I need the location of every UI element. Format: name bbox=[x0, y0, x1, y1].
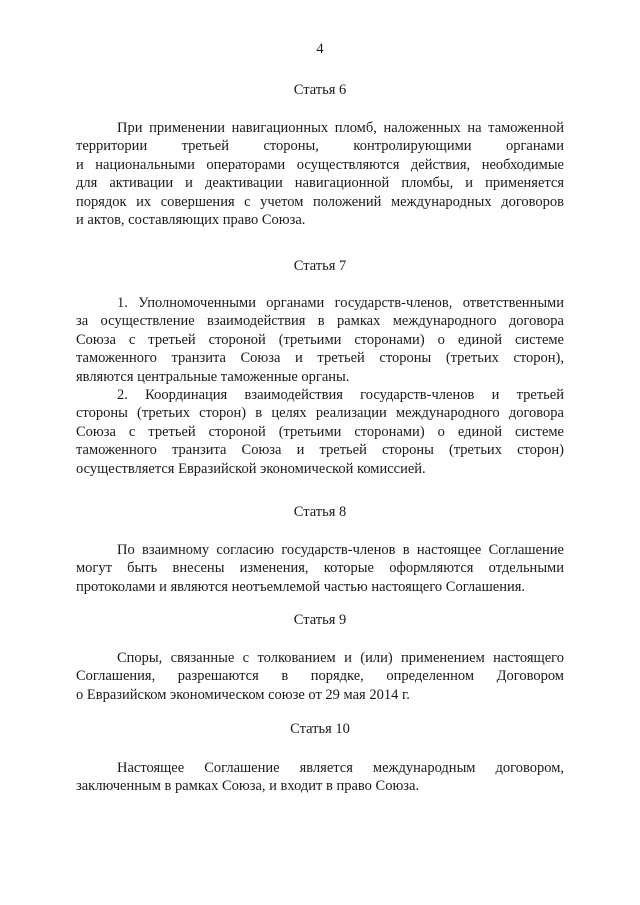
text-line: за осуществление взаимодействия в рамках международного договора bbox=[76, 313, 564, 330]
article-10-paragraph-1 bbox=[76, 759, 564, 796]
article-9-heading: Статья 9 bbox=[293, 612, 347, 628]
text-line: 2. Координация взаимодействия государств-членов и третьей bbox=[117, 387, 564, 403]
text-line: таможенного транзита Союза и третьей стороны (третьих сторон) bbox=[76, 442, 564, 459]
text-line: и национальными операторами осуществляются действия, необходимые bbox=[76, 156, 564, 173]
text-line: 1. Уполномоченными органами государств-членов, ответственными bbox=[117, 295, 564, 311]
text-line: заключенным в рамках Союза, и входит в право Союза. bbox=[76, 778, 420, 795]
article-10-heading: Статья 10 bbox=[290, 721, 350, 737]
text-line: При применении навигационных пломб, наложенных на таможенной bbox=[117, 120, 564, 136]
text-line: Соглашения, разрешаются в порядке, определенном Договором bbox=[76, 668, 564, 685]
article-6-paragraph-1 bbox=[76, 119, 564, 229]
text-line: являются центральные таможенные органы. bbox=[76, 368, 350, 385]
text-line: Союза с третьей стороной (третьими сторонами) о единой системе bbox=[76, 331, 564, 348]
text-line: таможенного транзита Союза и третьей стороны (третьих сторон), bbox=[76, 350, 564, 367]
text-line: стороны (третьих сторон) в целях реализации международного договора bbox=[76, 405, 564, 422]
text-line: По взаимному согласию государств-членов в настоящее Соглашение bbox=[117, 542, 564, 558]
text-line: протоколами и являются неотъемлемой частью настоящего Соглашения. bbox=[76, 578, 526, 595]
text-line: Настоящее Соглашение является международным договором, bbox=[117, 760, 564, 776]
article-6-heading: Статья 6 bbox=[293, 82, 347, 98]
text-line: территории третьей стороны, контролирующими органами bbox=[76, 138, 564, 155]
text-line: о Евразийском экономическом союзе от 29 мая 2014 г. bbox=[76, 686, 410, 703]
text-line: порядок их совершения с учетом положений международных договоров bbox=[76, 193, 564, 210]
text-line: могут быть внесены изменения, которые оформляются отдельными bbox=[76, 560, 564, 577]
article-7-paragraph-1 bbox=[76, 294, 564, 386]
article-8-paragraph-1 bbox=[76, 541, 564, 596]
article-7-paragraph-2 bbox=[76, 386, 564, 478]
page-number: 4 bbox=[316, 41, 324, 57]
article-8-heading: Статья 8 bbox=[293, 504, 347, 520]
text-line: и актов, составляющих право Союза. bbox=[76, 211, 306, 228]
text-line: Споры, связанные с толкованием и (или) применением настоящего bbox=[117, 650, 564, 666]
text-line: для активации и деактивации навигационной пломбы, и применяется bbox=[76, 175, 564, 192]
text-line: Союза с третьей стороной (третьими сторонами) о единой системе bbox=[76, 423, 564, 440]
article-9-paragraph-1 bbox=[76, 649, 564, 704]
article-7-heading: Статья 7 bbox=[293, 258, 347, 274]
text-line: осуществляется Евразийской экономической комиссией. bbox=[76, 460, 426, 477]
